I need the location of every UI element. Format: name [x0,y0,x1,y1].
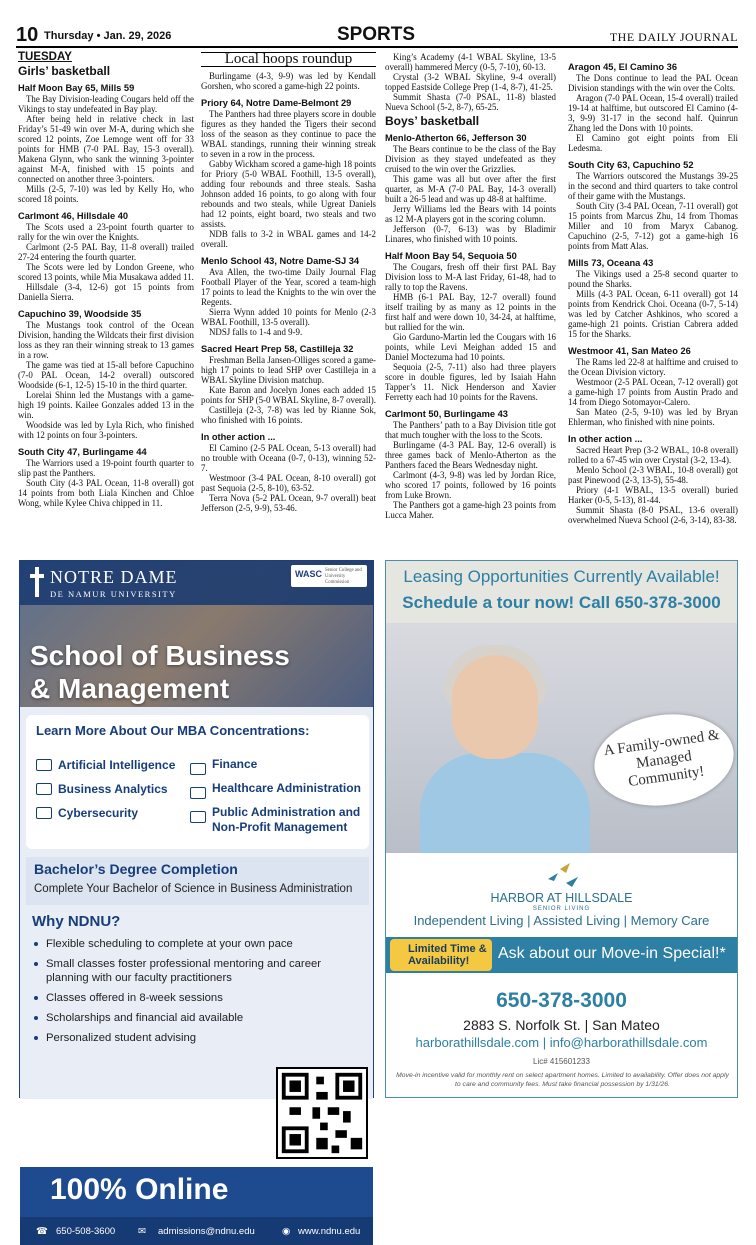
wasc-badge [291,565,367,587]
phone-icon: ☎ [36,1226,48,1237]
story-paragraph: The Dons continue to lead the PAL Ocean Division standings with the win over the Colts. [568,73,738,93]
harbor-phone[interactable]: 650-378-3000 [496,989,627,1012]
stories [568,62,738,525]
list-item-label: Finance [212,757,258,771]
story-headline: In other action ... [568,434,643,444]
day-heading: TUESDAY [18,51,72,63]
list-item [190,805,365,835]
mba-title: Learn More About Our MBA Concentrations: [36,723,310,738]
story-paragraph: King’s Academy (4-1 WBAL Skyline, 13-5 overall) hammered Mercy (0-5, 7-10), 60-13. [385,52,556,72]
mba-list-left [36,753,186,825]
story-paragraph: Mills (4-3 PAL Ocean, 6-11 overall) got 14 points from Kendrick Choi. Oceana (0-7, 5-14) was led by Catcher Ashkinos, who scored a game-high 21 points. Cristian Cabrera added 15 for the Sharks. [568,289,738,339]
graduation-cap-icon [36,783,52,795]
graduation-cap-icon [190,811,206,823]
story-paragraph: Jefferson (0-7, 6-13) was by Bladimir Linares, who finished with 10 points. [385,224,556,244]
birds-logo-icon [544,861,584,895]
story-paragraph: Westmoor (3-4 PAL Ocean, 8-10 overall) got past Sequoia (2-5, 8-10), 63-52. [201,473,376,493]
family-bubble [588,706,739,815]
story-headline: Half Moon Bay 54, Sequoia 50 [385,251,517,261]
story-paragraph: After being held in relative check in last Friday’s 51-49 win over M-A, during which she scored 12 points, Zoe Lemoge went off for 33 points for HMB (7-0 PAL Bay, 15-3 overall). Makena Glynn, who sank the winning 3-pointer against M-A, finished with 15 points and connected on another three 3-pointers. [18,114,194,184]
issue-date: Thursday • Jan. 29, 2026 [44,30,172,42]
list-item [32,1011,332,1025]
why-title: Why NDNU? [32,913,121,930]
story-headline: Aragon 45, El Camino 36 [568,62,678,72]
list-item-label: Cybersecurity [58,806,139,820]
section-heading: Girls’ basketball [18,64,111,78]
list-item [36,777,186,801]
list-item [190,757,365,772]
globe-icon: ◉ [282,1226,291,1237]
story-paragraph: Hillsdale (3-4, 12-6) got 15 points from Daniella Sierra. [18,282,194,302]
lead-paragraphs [385,52,556,112]
story-paragraph: Kate Baron and Jocelyn Jones each added 15 points for SHP (5-0 WBAL Skyline, 8-7 overall). [201,385,376,405]
story-paragraph: NDSJ falls to 1-4 and 9-9. [209,327,303,337]
story-paragraph: Burlingame (4-3 PAL Bay, 12-6 overall) is three games back of Menlo-Atherton as the Panthers faced the Bears Wednesday night. [385,440,556,470]
column-3 [385,52,556,520]
mail-icon: ✉ [138,1226,146,1237]
story-headline: Menlo-Atherton 66, Jefferson 30 [385,133,527,143]
story-paragraph: The Rams led 22-8 at halftime and cruised to the Ocean Division victory. [568,357,738,377]
story-paragraph: Gio Garduno-Martin led the Cougars with 16 points, while Levi Meighan added 15 and Daniel Moctezuma had 10 points. [385,332,556,362]
story-paragraph: This game was all but over after the first quarter, as M-A (7-0 PAL Bay, 14-3 overall) built a 26-5 lead and was up 48-8 at halftime. [385,174,556,204]
ad-phone[interactable]: 650-508-3600 [56,1226,116,1237]
story-paragraph: Sacred Heart Prep (3-2 WBAL, 10-8 overall) rolled to a 67-45 win over Crystal (3-2, 13-4). [568,445,738,465]
harbor-name: HARBOR AT HILLSDALE [490,891,633,905]
column-4 [568,55,738,525]
story-headline: Half Moon Bay 65, Mills 59 [18,83,135,93]
header-rule [16,46,738,48]
online-banner: 100% Online [20,1167,373,1217]
graduation-cap-icon [190,787,206,799]
story-paragraph: HMB (6-1 PAL Bay, 12-7 overall) found itself trailing by as many as 12 points in the first half and were down 10, 34-24, at halftime, but rallied for the win. [385,292,556,332]
graduation-cap-icon [36,759,52,771]
why-list [32,937,332,1051]
section-title: SPORTS [336,24,416,45]
leasing-headline: Leasing Opportunities Currently Available! [403,567,720,586]
bachelor-subtitle: Complete Your Bachelor of Science in Business Administration [34,883,353,895]
story-paragraph: The Vikings used a 25-8 second quarter to pound the Sharks. [568,269,738,289]
story-paragraph: South City (4-3 PAL Ocean, 11-8 overall) got 14 points from both Liala Kinchen and Chloe Wong, while Kylee Chiva chipped in 11. [18,478,194,508]
story-paragraph: The Cougars, fresh off their first PAL Bay Division loss to M-A last Friday, 61-48, had to rally to top the Ravens. [385,262,556,292]
story-paragraph: The Warriors outscored the Mustangs 39-25 in the second and third quarters to take control of their game with the Mustangs. [568,171,738,201]
photo-body [420,753,590,863]
list-item-label: Classes offered in 8-week sessions [46,992,223,1004]
qr-code-icon[interactable] [276,1067,368,1159]
story-paragraph: Ava Allen, the two-time Daily Journal Flag Football Player of the Year, scored a team-high 17 points to lead the Knights to the win over the Regents. [201,267,376,307]
list-item [32,991,332,1005]
ad-footer [20,1217,373,1245]
story-headline: Capuchino 39, Woodside 35 [18,309,142,319]
mba-list-right [190,757,365,835]
story-headline: Sacred Heart Prep 58, Castilleja 32 [201,344,354,354]
page-header [16,26,738,46]
story-paragraph: The Scots were led by London Greene, who scored 13 points, while Mia Musakawa added 11. [18,262,194,282]
story-paragraph: Westmoor (2-5 PAL Ocean, 7-12 overall) got a game-high 17 points from Austin Prado and 14 from Diego Sotomayor-Calero. [568,377,738,407]
list-item [36,801,186,825]
story-paragraph: Carlmont (4-3, 9-8) was led by Jordan Rice, who scored 17 points, followed by 16 points from Luke Brown. [385,470,556,500]
wasc-label: WASC [295,569,322,579]
story-paragraph: Castilleja (2-3, 7-8) was led by Rianne Sok, who finished with 16 points. [201,405,376,425]
list-item-label: Healthcare Administration [212,781,361,795]
story-paragraph: Crystal (3-2 WBAL Skyline, 9-4 overall) topped Eastside College Prep (1-4, 8-7), 41-25. [385,72,556,92]
care-levels: Independent Living | Assisted Living | Memory Care [413,913,710,928]
story-paragraph: Priory (4-1 WBAL, 13-5 overall) buried Harker (0-5, 5-13), 81-44. [568,485,738,505]
graduation-cap-icon [36,807,52,819]
story-paragraph: San Mateo (2-5, 9-10) was led by Bryan Ehlerman, who finished with nine points. [568,407,738,427]
list-item-label: Flexible scheduling to complete at your own pace [46,938,293,950]
story-headline: Westmoor 41, San Mateo 26 [568,346,691,356]
story-paragraph: South City (3-4 PAL Ocean, 7-11 overall) got 15 points from Marcus Zhu, 14 from Thomas Miller and 10 from Maryx Cabanog. Capuchino (2-5, 7-12) got a game-high 16 points from Matt Alas. [568,201,738,251]
harbor-fineprint: Move-in incentive valid for monthly rent on select apartment homes. Limited to availability. Offer does not apply to care and community fees. Must take financial possession by 1/31/26. [396,1072,729,1088]
movein-text: Ask about our Move-in Special!* [498,945,726,962]
column-2 [201,52,376,513]
graduation-cap-icon [190,763,206,775]
stories [385,133,556,520]
story-headline: South City 63, Capuchino 52 [568,160,694,170]
story-paragraph: The Bay Division-leading Cougars held off the Vikings to stay undefeated in Bay play. [18,94,194,114]
story-paragraph: Aragon (7-0 PAL Ocean, 15-4 overall) trailed 19-14 at halftime, but outscored El Camino (4-3, 9-9) 31-17 in the second half. Quinrun Zhang led the Dons with 10 points. [568,93,738,133]
stories [18,83,194,508]
harbor-subtitle: SENIOR LIVING [532,906,591,912]
story-headline: Carlmont 50, Burlingame 43 [385,409,508,419]
ad-top-band [386,561,737,623]
harbor-web[interactable]: harborathillsdale.com | info@harborathillsdale.com [415,1035,708,1050]
story-paragraph: Jerry Williams led the Bears with 14 points as 12 M-A players got in the scoring column. [385,204,556,224]
story-paragraph: The Panthers got a game-high 23 points from Lucca Maher. [385,500,556,520]
school-subtitle: DE NAMUR UNIVERSITY [50,589,177,599]
stories [201,98,376,513]
story-paragraph: Freshman Bella Jansen-Olliges scored a game-high 17 points to lead SHP over Castilleja in a WBAL Skyline Division matchup. [201,355,376,385]
page-number: 10 [16,24,39,46]
story-paragraph: The Panthers’ path to a Bay Division title got that much tougher with the loss to the Scots. [385,420,556,440]
story-paragraph: Terra Nova (5-2 PAL Ocean, 9-7 overall) beat Jefferson (2-5, 9-9), 53-46. [201,493,376,513]
story-paragraph: Mills (2-5, 7-10) was led by Kelly Ho, who scored 18 points. [18,184,194,204]
story-paragraph: Menlo School (2-3 WBAL, 10-8 overall) got past Pinewood (2-3, 13-5), 55-48. [568,465,738,485]
tour-headline: Schedule a tour now! Call 650-378-3000 [402,593,721,612]
story-paragraph: NDB falls to 3-2 in WBAL games and 14-2 overall. [201,229,376,249]
ad-photo-banner [20,561,373,707]
ad-email[interactable]: admissions@ndnu.edu [158,1226,255,1237]
story-paragraph: The Warriors used a 19-point fourth quarter to slip past the Panthers. [18,458,194,478]
list-item-label: Business Analytics [58,782,168,796]
section-heading: Boys’ basketball [385,114,480,128]
story-paragraph: El Camino got eight points from Eli Ledesma. [568,133,738,153]
wasc-subtitle: Senior College and University Commission [325,568,362,585]
harbor-address: 2883 S. Norfolk St. | San Mateo [463,1017,660,1033]
story-headline: South City 47, Burlingame 44 [18,447,147,457]
story-paragraph: Burlingame (4-3, 9-9) was led by Kendall Gorshen, who scored a game-high 22 points. [201,71,376,91]
story-paragraph: Carlmont (2-5 PAL Bay, 11-8 overall) trailed 27-24 entering the fourth quarter. [18,242,194,262]
harbor-license: Lic# 415601233 [533,1057,590,1066]
story-paragraph: The Scots used a 23-point fourth quarter to rally for the win over the Knights. [18,222,194,242]
ndnu-advertisement[interactable] [19,560,374,1237]
mba-box [26,715,369,849]
limited-badge: Limited Time & Availability! [390,939,492,971]
story-paragraph: The Mustangs took control of the Ocean Division, handing the Wildcats their first division loss as they ran their winning streak to 13 games in a row. [18,320,194,360]
column-1 [18,52,194,508]
bubble-text: A Family-owned & Managed Community! [602,727,721,791]
story-paragraph: The Panthers had three players score in double figures as they handed the Tigers their second loss of the season as they continue to pace the WBAL standings, running their winning streak to seven in a row in the process. [201,109,376,159]
list-item-label: Scholarships and financial aid available [46,1012,244,1024]
ad-body [20,707,373,1237]
list-item-label: Small classes foster professional mentoring and career planning with our faculty practitioners [46,958,322,984]
list-item-label: Public Administration and Non-Profit Management [212,805,361,834]
bachelor-box [26,857,369,905]
roundup-title: Local hoops roundup [201,52,376,67]
photo-face [452,655,538,759]
story-headline: Mills 73, Oceana 43 [568,258,654,268]
harbor-advertisement[interactable] [385,560,738,1098]
cross-logo-icon [30,567,44,597]
story-headline: In other action ... [201,432,276,442]
story-paragraph: Sequoia (2-5, 7-11) also had three players score in double figures, led by Isaiah Hahn Tapper’s 11. Nick Henderson and Xavier Ferretty each had 10 points for the Ravens. [385,362,556,402]
movein-banner [386,937,737,973]
list-item [32,1031,332,1045]
story-paragraph: El Camino (2-5 PAL Ocean, 5-13 overall) had no trouble with Oceana (0-7, 0-13), winning 52-7. [201,443,376,473]
list-item [36,753,186,777]
school-name: NOTRE DAME [50,567,178,587]
paper-name: THE DAILY JOURNAL [609,30,738,44]
list-item [32,957,332,985]
story-paragraph: Woodside was led by Lyla Rich, who finished with 12 points on four 3-pointers. [18,420,194,440]
senior-photo [386,623,737,853]
story-paragraph: Summit Shasta (7-0 PSAL, 11-8) blasted Nueva School (5-2, 8-7), 65-25. [385,92,556,112]
list-item-label: Personalized student advising [46,1032,197,1044]
story-headline: Menlo School 43, Notre Dame-SJ 34 [201,256,360,266]
story-paragraph: The Bears continue to be the class of the Bay Division as they stayed undefeated as they cruised to the win over the Grizzlies. [385,144,556,174]
story-paragraph: Gabby Wickham scored a game-high 18 points for Priory (5-0 WBAL Foothill, 13-5 overall), adding four rebounds and three steals. Sasha Johnson added 16 points, to go along with four rebounds and two steals, while Ugreat Daniels had 12 points, eight board, two steals and two assists. [201,159,376,229]
story-paragraph: Summit Shasta (8-0 PSAL, 13-6 overall) overwhelmed Nueva School (2-6, 3-14), 83-38. [568,505,738,525]
list-item [32,937,332,951]
story-paragraph: Sierra Wynn added 10 points for Menlo (2-3 WBAL Foothill, 13-5 overall). [201,307,376,327]
ad-web[interactable]: www.ndnu.edu [298,1226,361,1237]
list-item [190,781,365,796]
ad-title: School of Business & Management [30,640,290,704]
list-item-label: Artificial Intelligence [58,758,176,772]
story-headline: Carlmont 46, Hillsdale 40 [18,211,129,221]
story-paragraph: The game was tied at 15-all before Capuchino (7-0 PAL Ocean, 14-2 overall) outscored Woodside (6-1, 12-5) 15-10 in the third quarter. [18,360,194,390]
story-paragraph: Lorelai Shinn led the Mustangs with a game-high 19 points. Kailee Gonzales added 13 in the win. [18,390,194,420]
story-headline: Priory 64, Notre Dame-Belmont 29 [201,98,352,108]
bachelor-title: Bachelor’s Degree Completion [34,861,238,877]
